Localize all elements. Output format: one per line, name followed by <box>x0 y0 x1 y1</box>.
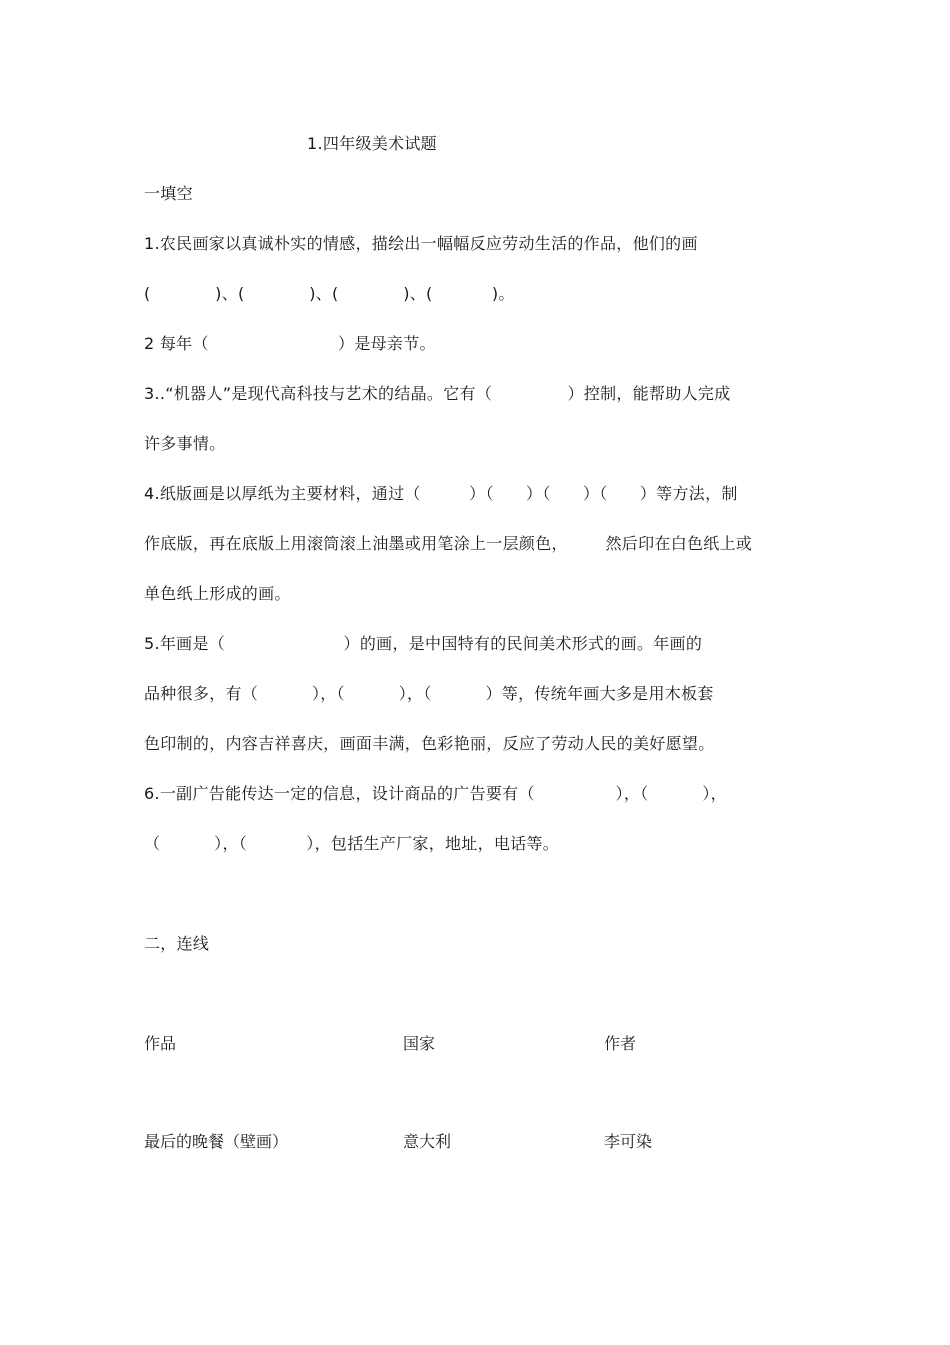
section2-heading: 二，连线 <box>144 934 210 953</box>
question-line: 1.农民画家以真诚朴实的情感，描绘出一幅幅反应劳动生活的作品，他们的画 <box>144 234 698 253</box>
question-line: ( )、( )、( )、( )。 <box>144 284 515 303</box>
match-country: 意大利 <box>403 1132 452 1151</box>
question-line: 3..“机器人”是现代高科技与艺术的结晶。它有（ ）控制，能帮助人完成 <box>144 384 731 403</box>
header-work: 作品 <box>144 1034 177 1053</box>
question-line: 单色纸上形成的画。 <box>144 584 291 603</box>
match-work: 最后的晚餐（壁画） <box>144 1132 289 1151</box>
section1-heading: 一填空 <box>144 184 193 203</box>
question-line: 品种很多，有（ ），（ ），（ ）等，传统年画大多是用木板套 <box>144 684 714 703</box>
question-line: 色印制的，内容吉祥喜庆，画面丰满，色彩艳丽，反应了劳动人民的美好愿望。 <box>144 734 715 753</box>
question-line: 4.纸版画是以厚纸为主要材料，通过（ ）（ ）（ ）（ ）等方法，制 <box>144 484 738 503</box>
question-line: 6.一副广告能传达一定的信息，设计商品的广告要有（ ），（ ）， <box>144 784 727 803</box>
match-author: 李可染 <box>604 1132 653 1151</box>
question-line: 许多事情。 <box>144 434 226 453</box>
question-line: 作底版，再在底版上用滚筒滚上油墨或用笔涂上一层颜色， 然后印在白色纸上或 <box>144 534 753 553</box>
question-line: 5.年画是（ ）的画，是中国特有的民间美术形式的画。年画的 <box>144 634 703 653</box>
header-country: 国家 <box>403 1034 436 1053</box>
question-line: 2 每年（ ）是母亲节。 <box>144 334 436 353</box>
question-line: （ ），（ ），包括生产厂家，地址，电话等。 <box>144 834 560 853</box>
header-author: 作者 <box>604 1034 637 1053</box>
page-title: 1.四年级美术试题 <box>307 134 437 153</box>
